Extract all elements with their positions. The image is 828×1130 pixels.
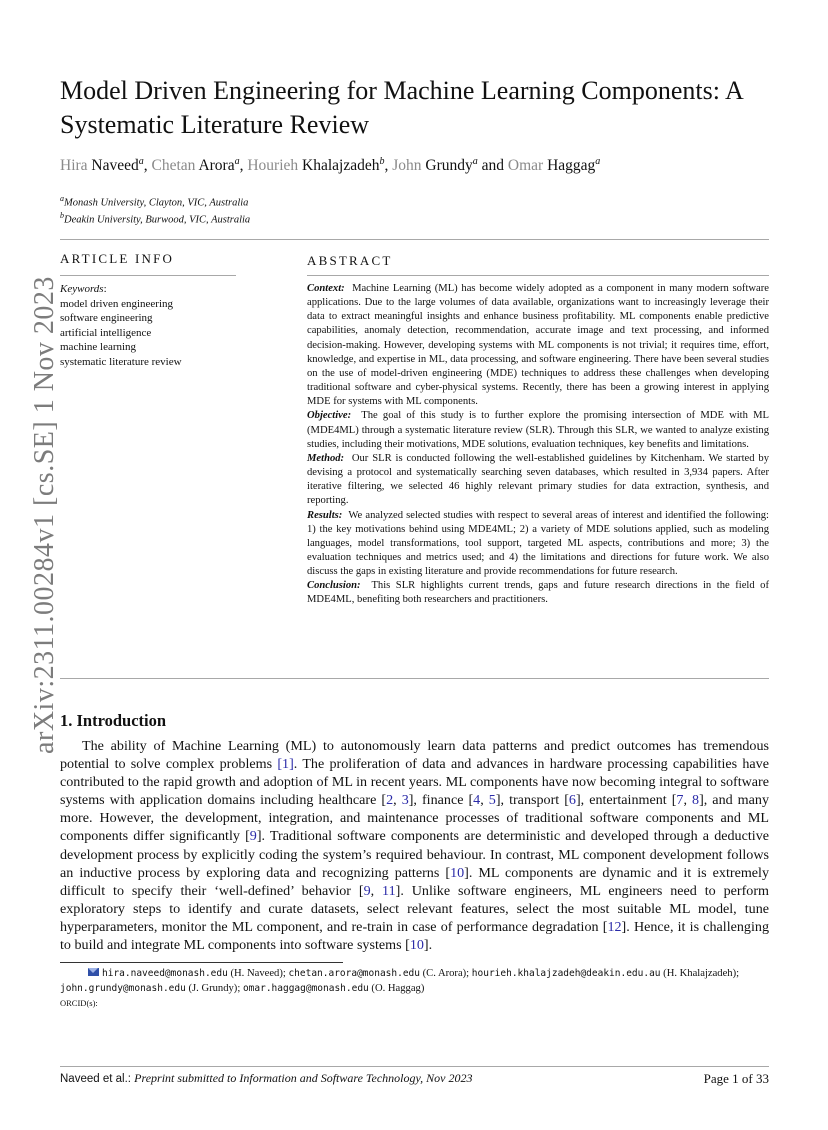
citation: 2: [386, 792, 394, 809]
keywords-block: Keywords: model driven engineering software engineering artificial intelligence machine learning systematic literature review: [60, 283, 182, 368]
citation: 9: [363, 882, 371, 899]
citation: 4: [473, 792, 481, 809]
citation: 12: [607, 918, 622, 935]
footnote: hira.naveed@monash.edu (H. Naveed); chetan.arora@monash.edu (C. Arora); hourieh.khalajzadeh@deakin.edu.au (H. Khalajzadeh); john.grundy@monash.edu (J. Grundy); omar.haggag@monash.edu (O. Haggag) ORCID(s):: [60, 966, 769, 1011]
abstract-body: [307, 282, 769, 608]
paper-title: Model Driven Engineering for Machine Learning Components: A Systematic Literature Review: [60, 76, 743, 139]
author-list: Hira Naveed$^a$, Chetan Arora$^a$, Hourieh Khalajzadeh$^b$, John Grundy$^a$ and Omar Haggag$^a$: [60, 156, 601, 175]
article-info-rule: [60, 275, 236, 276]
citation: 5: [488, 792, 496, 809]
introduction-paragraph: The ability of Machine Learning (ML) to autonomously learn data patterns and predict outcomes has tremendous potential to solve complex problems [1]. The proliferation of data and advances in hardware processing capabilities have contributed to the rapid growth and adoption of ML in recent years. ML components have now becoming integral to software systems with application domains including healthcare [2, 3], finance [4, 5], transport [6], entertainment [7, 8], and many more. However, the development, integration, and maintenance processes of traditional software components and ML components differ significantly [9]. Traditional software components are deterministic and developed through a deductive development process by explicitly coding the system’s required behaviour. In contrast, ML component development follows an inductive process by exploring data and recognizing patterns [10]. ML components are dynamic and it is extremely difficult to specify their ‘well-defined’ behavior [9, 11]. Unlike software engineers, ML engineers need to perform exploratory steps to identify and curate datasets, select relevant features, select the most suitable ML model, tune hyperparameters, monitor the ML component, and re-train in case of performance degradation [12]. Hence, it is challenging to build and integrate ML components into software systems [10].: [60, 738, 770, 954]
keyword: machine learning: [60, 341, 137, 354]
citation: [1]: [277, 756, 294, 773]
abstract-rule: [307, 275, 769, 276]
arxiv-stamp: arXiv:2311.00284v1 [cs.SE] 1 Nov 2023: [29, 276, 60, 754]
divider-abstract-end: [60, 678, 769, 679]
affiliation-a: $^a$Monash University, Clayton, VIC, Australia: [60, 194, 249, 209]
affiliation-b: $^b$Deakin University, Burwood, VIC, Australia: [60, 211, 251, 226]
footer-rule: [60, 1066, 769, 1067]
keyword: model driven engineering: [60, 297, 174, 310]
author: John Grundy$^a$: [392, 156, 478, 175]
email-address: hira.naveed@monash.edu: [102, 968, 228, 979]
author: Chetan Arora$^a$: [151, 156, 240, 175]
citation: 11: [382, 882, 396, 899]
abstract-heading: ABSTRACT: [307, 253, 393, 268]
email-address: hourieh.khalajzadeh@deakin.edu.au: [471, 968, 661, 979]
abstract-paragraph: Conclusion: This SLR highlights current trends, gaps and future research directions in the field of MDE4ML, benefiting both researchers and practitioners.: [307, 580, 769, 606]
citation: 8: [692, 792, 700, 809]
email-address: john.grundy@monash.edu: [60, 983, 186, 994]
citation: 7: [676, 792, 684, 809]
abstract-paragraph: Context: Machine Learning (ML) has become widely adopted as a component in many modern software applications. Due to the large volumes of data available, organizations want to increasingly leverage their data to extract meaningful insights and enhance business profitability. ML components enable predictive capabilities, anomaly detection, recommendation, accurate image and text processing, and informed decision-making. However, developing systems with ML components is not trivial; it requires time, effort, knowledge, and expertise in ML, data processing, and software engineering. There have been several studies on the use of model-driven engineering (MDE) techniques to address these challenges when developing traditional software and cyber-physical systems. Recently, there has been a growing interest in applying MDE for systems with ML components.: [307, 283, 769, 408]
orcid-label: ORCID(s):: [60, 998, 98, 1008]
footer-venue: Preprint submitted to Information and Software Technology, Nov 2023: [134, 1071, 473, 1085]
keyword: systematic literature review: [60, 355, 182, 368]
email-address: chetan.arora@monash.edu: [288, 968, 420, 979]
abstract-paragraph: Results: We analyzed selected studies with respect to several areas of interest and identified the following: 1) the key motivations behind using MDE4ML; 2) a variety of MDE solutions applied, such as modeling languages, model transformations, tool support, targeted ML aspects, contributions and more; 3) the evaluation techniques and metrics used; and 4) the limitations and directions for future work. We also discuss the gaps in existing literature and provide recommendations for future research.: [307, 509, 769, 578]
abstract-paragraph: Objective: The goal of this study is to further explore the promising intersection of MDE with ML (MDE4ML) through a systematic literature review (SLR). Through this SLR, we wanted to analyze existing studies, including their motivations, MDE solutions, evaluation techniques, key benefits and limitations.: [307, 410, 769, 450]
section-heading-introduction: 1. Introduction: [60, 711, 167, 730]
article-info-heading: ARTICLE INFO: [60, 251, 175, 266]
footer-author: Naveed et al.:: [60, 1073, 135, 1085]
author: Omar Haggag$^a$: [507, 156, 601, 175]
email-address: omar.haggag@monash.edu: [242, 983, 369, 994]
abstract-paragraph: Method: Our SLR is conducted following the well-established guidelines by Kitchenham. We started by devising a protocol and systematically searching seven databases, which resulted in 3,934 papers. After iterative filtering, we selected 46 highly relevant primary studies for data extraction, synthesis, and reporting.: [307, 452, 769, 507]
citation: 10: [450, 864, 465, 881]
footnote-rule: [60, 962, 343, 963]
citation: 3: [401, 792, 409, 809]
divider-top: [60, 239, 769, 240]
envelope-icon: [88, 968, 99, 976]
citation: 6: [568, 792, 576, 809]
author: Hira Naveed$^a$: [60, 156, 144, 175]
citation: 10: [409, 937, 424, 954]
citation: 9: [249, 828, 257, 845]
author: Hourieh Khalajzadeh$^b$: [247, 156, 385, 175]
page-number: Page 1 of 33: [703, 1071, 769, 1086]
keyword: software engineering: [60, 312, 153, 325]
keyword: artificial intelligence: [60, 326, 152, 339]
